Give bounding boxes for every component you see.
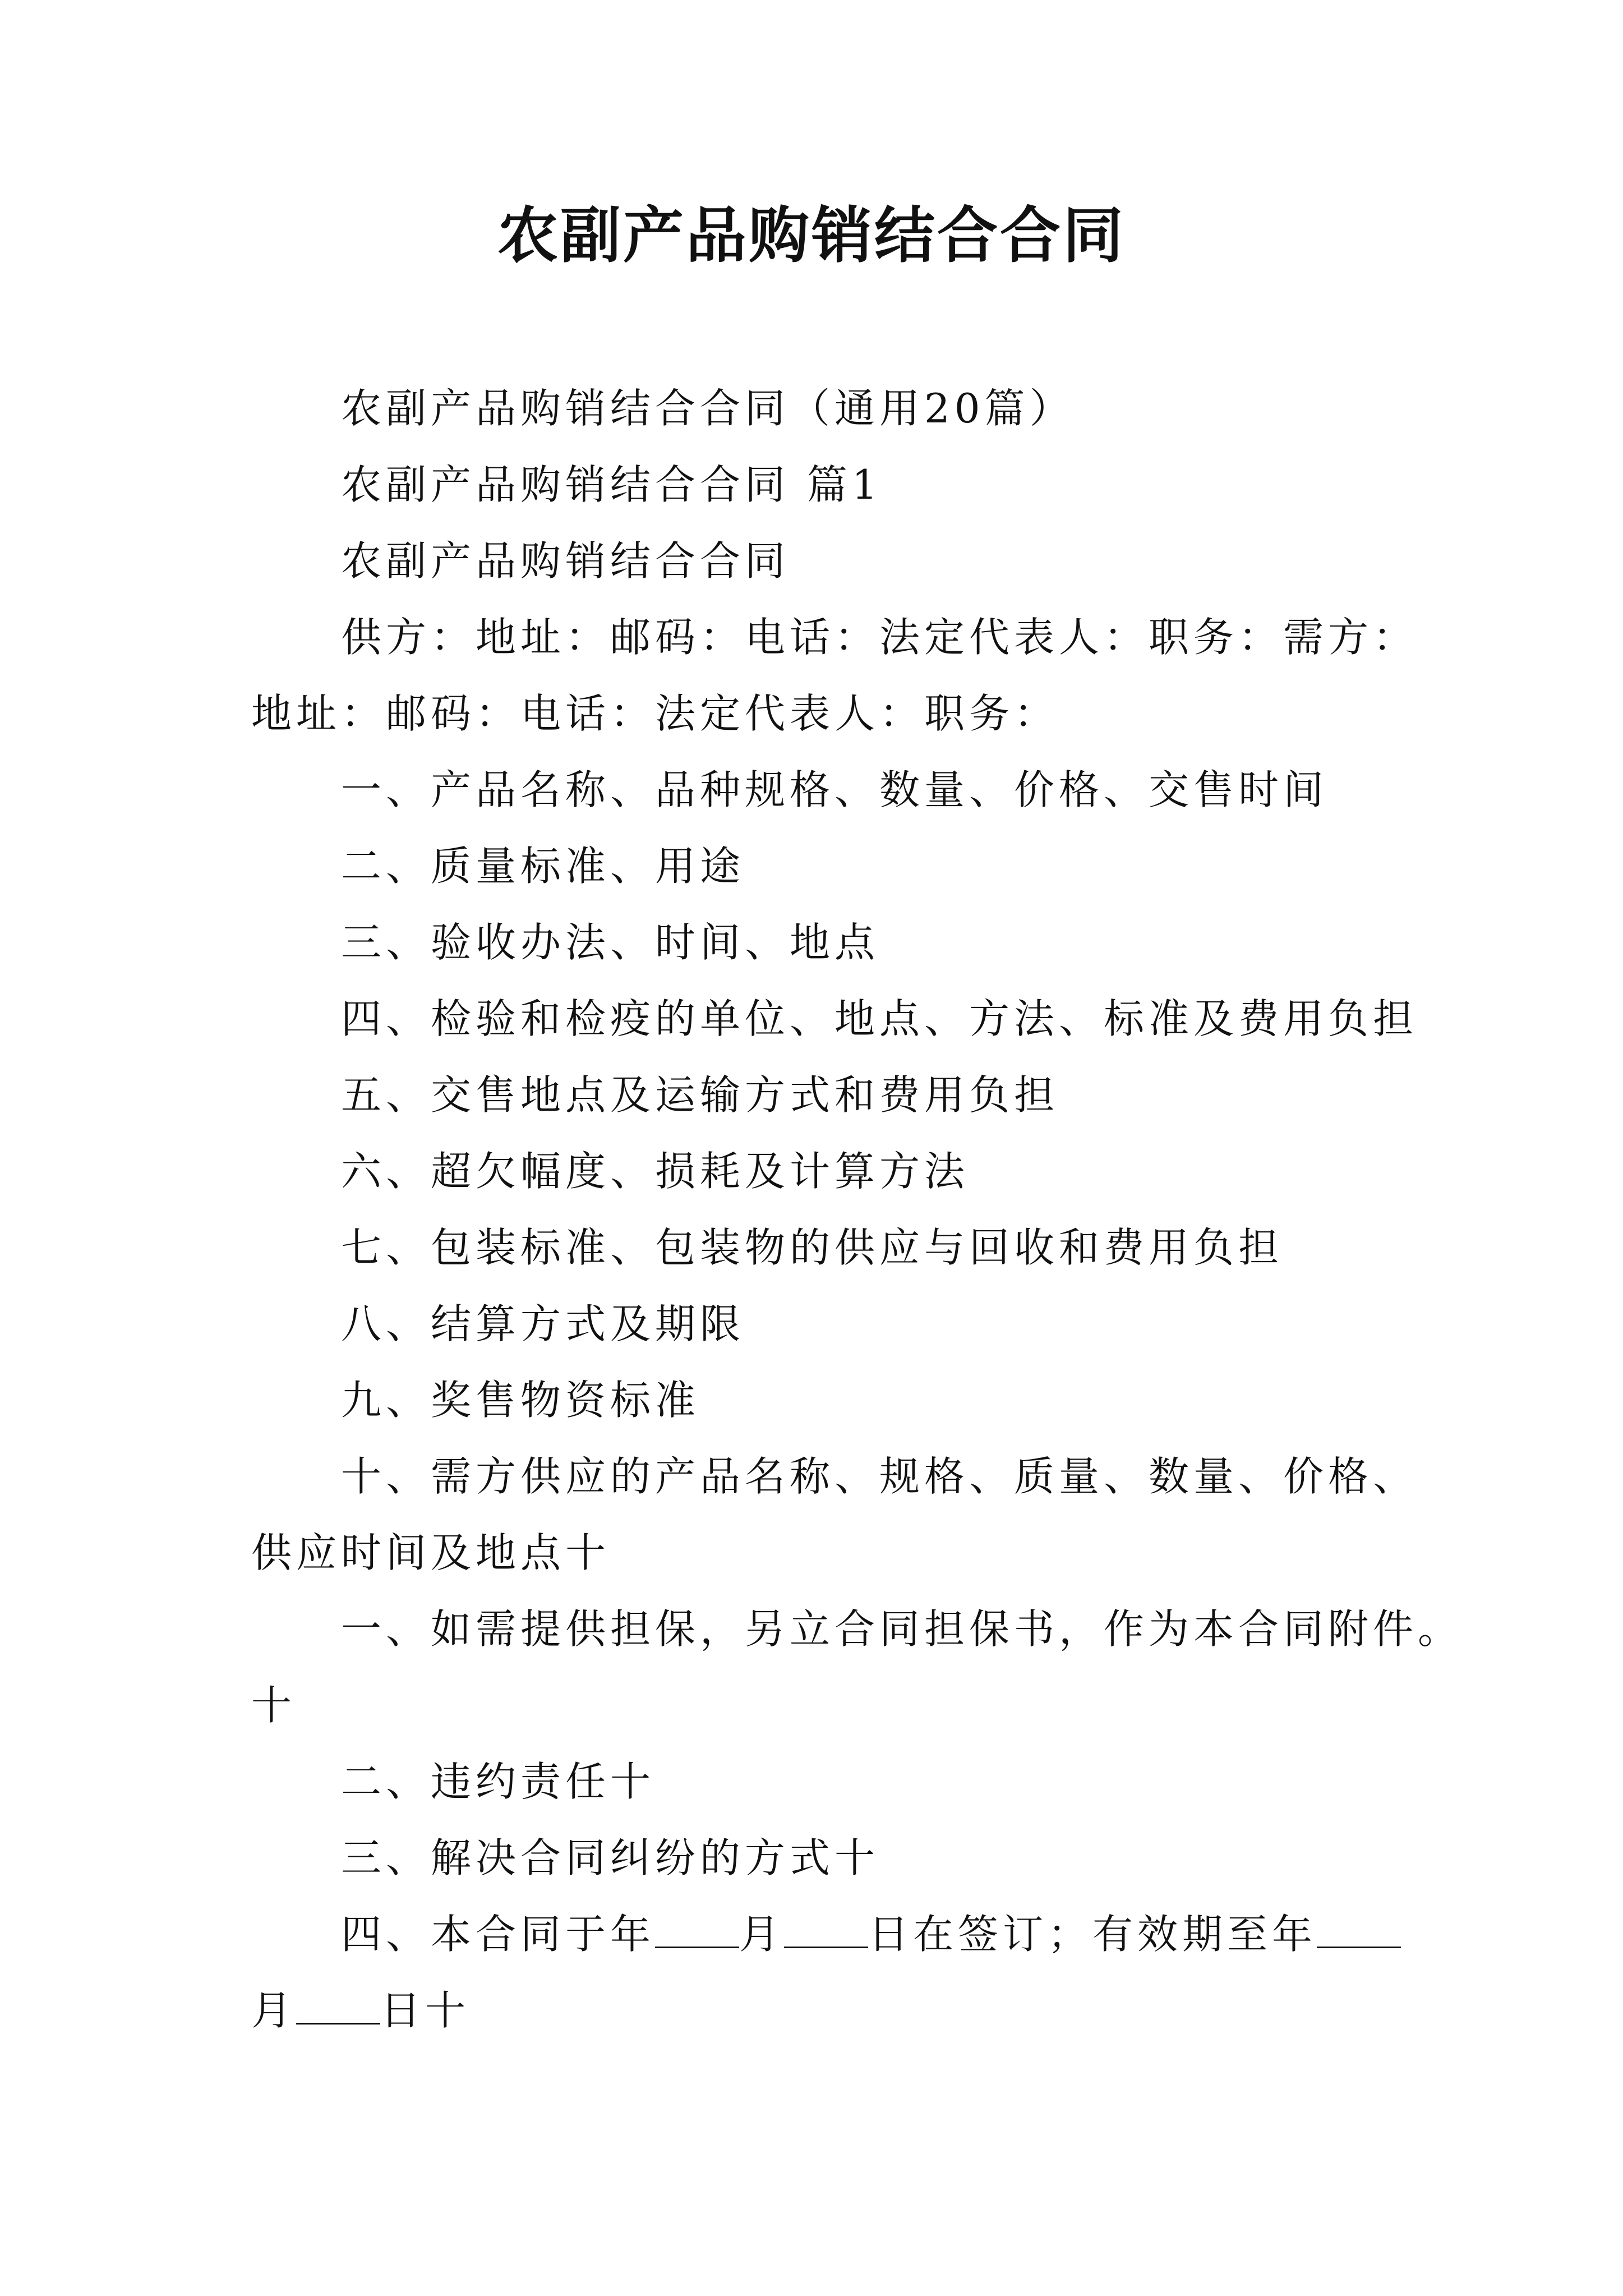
clause-7: 七、包装标准、包装物的供应与回收和费用负担 [341, 1224, 1284, 1271]
blank-expiry-year-field [1317, 1913, 1401, 1948]
blank-expiry-day-field [296, 1989, 380, 2024]
clause-9: 九、奖售物资标准 [341, 1377, 700, 1424]
parties-line: 供方：地址：邮码：电话：法定代表人：职务：需方： [341, 614, 1418, 661]
document-title: 农副产品购销结合合同 [497, 200, 1126, 271]
clause-2: 二、质量标准、用途 [341, 843, 745, 890]
document-subtitle: 农副产品购销结合合同（通用20篇） [341, 385, 1075, 432]
clause-12: 二、违约责任十 [341, 1758, 656, 1805]
clause-5: 五、交售地点及运输方式和费用负担 [341, 1071, 1059, 1119]
clause-4: 四、检验和检疫的单位、地点、方法、标准及费用负担 [341, 995, 1418, 1042]
clause-10-continued: 供应时间及地点十 [251, 1529, 611, 1576]
clause-6: 六、超欠幅度、损耗及计算方法 [341, 1148, 970, 1195]
clause-14-continued [251, 1972, 1418, 2049]
clause-14-text-a: 四、本合同于年 [341, 1911, 656, 1958]
clause-14 [251, 1896, 1418, 1972]
clause-14-text-b: 月 [739, 1911, 785, 1958]
document-body [251, 370, 1463, 2049]
parties-line-continued: 地址：邮码：电话：法定代表人：职务： [251, 690, 1059, 737]
blank-month-field [655, 1913, 739, 1948]
section-heading: 农副产品购销结合合同 篇1 [341, 461, 882, 508]
clause-8: 八、结算方式及期限 [341, 1300, 745, 1347]
clause-14-text-d: 月 [251, 1987, 297, 2034]
clause-10: 十、需方供应的产品名称、规格、质量、数量、价格、 [341, 1453, 1418, 1500]
clause-13: 三、解决合同纠纷的方式十 [341, 1834, 880, 1881]
clause-14-text-e: 日十 [380, 1987, 471, 2034]
blank-day-field [784, 1913, 868, 1948]
clause-3: 三、验收办法、时间、地点 [341, 919, 880, 966]
contract-name: 农副产品购销结合合同 [341, 537, 790, 585]
clause-11: 一、如需提供担保，另立合同担保书，作为本合同附件。 [341, 1605, 1463, 1653]
clause-11-continued: 十 [251, 1682, 297, 1729]
clause-1: 一、产品名称、品种规格、数量、价格、交售时间 [341, 766, 1329, 813]
clause-14-text-c: 日在签订；有效期至年 [868, 1911, 1317, 1958]
